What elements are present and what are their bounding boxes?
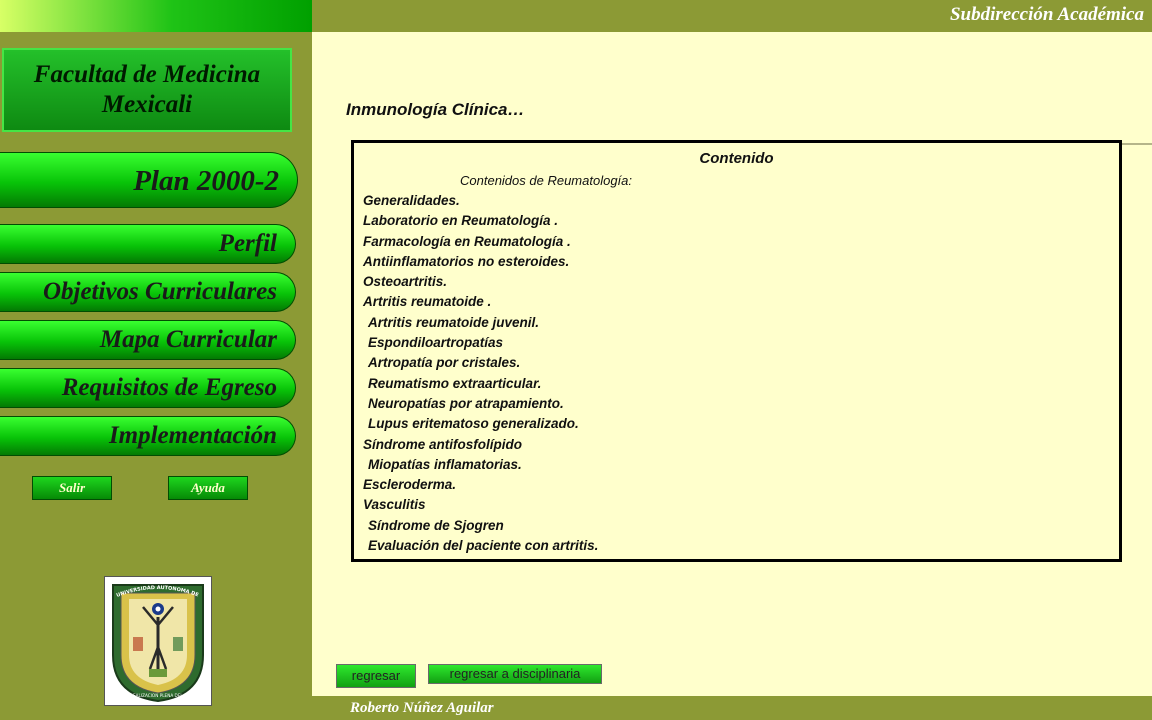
list-item: Evaluación del paciente con artritis. <box>368 538 599 554</box>
nav-objetivos-button[interactable]: Objetivos Curriculares <box>0 272 296 312</box>
list-item: Neuropatías por atrapamiento. <box>368 395 564 411</box>
list-item: Escleroderma. <box>363 477 457 493</box>
nav-plan-button[interactable]: Plan 2000-2 <box>0 152 298 208</box>
salir-button[interactable]: Salir <box>32 476 112 500</box>
seal-top-text: UNIVERSIDAD AUTONOMA DE <box>115 584 200 599</box>
page-title: Inmunología Clínica… <box>346 100 525 119</box>
seal-motto-text: POR LA REALIZACION PLENA DEL HOMBRE <box>113 693 203 698</box>
list-item: Lupus eritematoso generalizado. <box>368 416 579 432</box>
list-item: Miopatías inflamatorias. <box>368 456 522 472</box>
top-accent-bar <box>0 0 312 32</box>
regresar-button[interactable]: regresar <box>336 664 416 688</box>
list-item: Antiinflamatorios no esteroides. <box>363 253 570 269</box>
nav-mapa-button[interactable]: Mapa Curricular <box>0 320 296 360</box>
list-item: Síndrome de Sjogren <box>368 517 504 533</box>
content-heading: Contenido <box>699 150 774 167</box>
nav-requisitos-button[interactable]: Requisitos de Egreso <box>0 368 296 408</box>
ayuda-button[interactable]: Ayuda <box>168 476 248 500</box>
faculty-title-line2: Mexicali <box>101 91 193 118</box>
university-seal-icon <box>104 576 212 706</box>
content-panel <box>351 140 1122 562</box>
list-item: Reumatismo extraarticular. <box>368 375 542 391</box>
list-item: Síndrome antifosfolípido <box>363 436 522 452</box>
faculty-title-line1: Facultad de Medicina <box>33 61 261 88</box>
list-item: Osteoartritis. <box>363 274 448 290</box>
list-item: Artropatía por cristales. <box>368 355 521 371</box>
regresar-disciplinaria-button[interactable]: regresar a disciplinaria <box>428 664 602 684</box>
list-item: Espondiloartropatías <box>368 335 504 351</box>
list-item: Artritis reumatoide juvenil. <box>368 314 540 330</box>
faculty-title-box <box>2 48 292 132</box>
university-seal-graphic <box>105 577 211 705</box>
list-item: Farmacología en Reumatología . <box>363 233 571 249</box>
nav-implementacion-button[interactable]: Implementación <box>0 416 296 456</box>
author-name: Roberto Núñez Aguilar <box>350 700 494 716</box>
nav-perfil-button[interactable]: Perfil <box>0 224 296 264</box>
list-item: Artritis reumatoide . <box>363 294 492 310</box>
list-item: Laboratorio en Reumatología . <box>363 213 559 229</box>
content-list <box>363 191 598 556</box>
divider-line <box>1120 143 1152 145</box>
header-title: Subdirección Académica <box>949 4 1144 25</box>
content-subheading: Contenidos de Reumatología: <box>460 173 633 188</box>
list-item: Generalidades. <box>363 193 460 208</box>
list-item: Vasculitis <box>363 497 426 513</box>
